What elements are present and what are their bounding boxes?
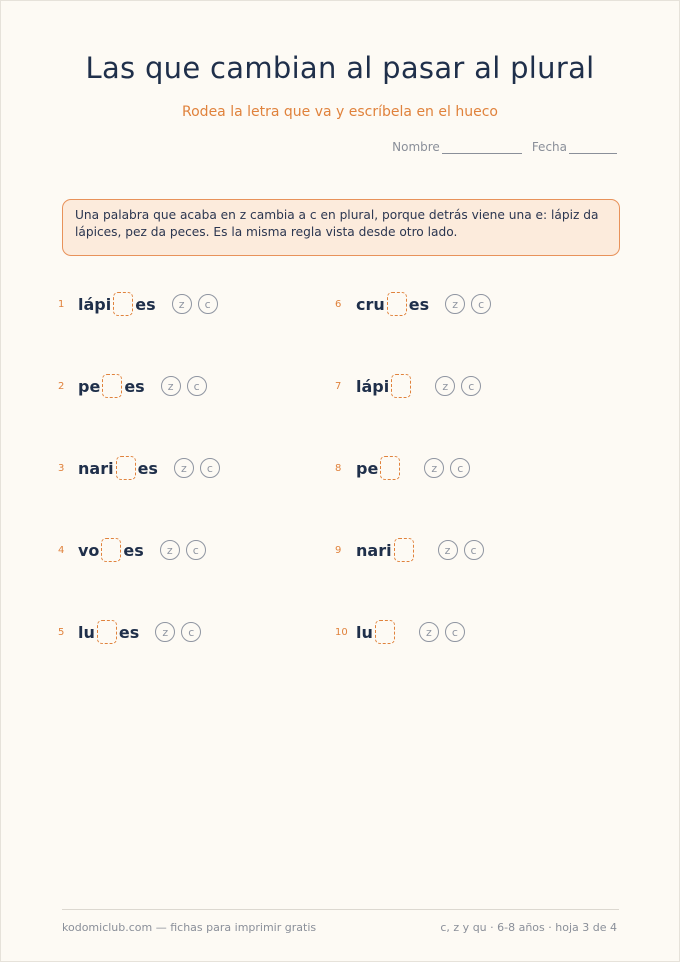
word-suffix: es bbox=[137, 458, 158, 478]
choice-c[interactable]: c bbox=[200, 458, 220, 478]
date-field[interactable] bbox=[532, 140, 617, 154]
word-suffix: es bbox=[123, 540, 144, 560]
student-fields bbox=[392, 140, 617, 154]
exercise-item bbox=[58, 453, 220, 483]
answer-gap[interactable] bbox=[387, 292, 407, 316]
word-suffix: es bbox=[408, 294, 430, 314]
letter-choices bbox=[438, 540, 484, 560]
exercise-item bbox=[58, 535, 206, 565]
word-prefix: cru bbox=[356, 294, 385, 314]
name-field[interactable] bbox=[392, 140, 522, 154]
choice-z[interactable]: z bbox=[438, 540, 458, 560]
exercise-number: 8 bbox=[335, 462, 342, 474]
exercise-number: 4 bbox=[58, 544, 65, 556]
choice-z[interactable]: z bbox=[174, 458, 194, 478]
word-prefix: nari bbox=[356, 540, 392, 560]
answer-gap[interactable] bbox=[116, 456, 136, 480]
letter-choices bbox=[155, 622, 201, 642]
word-prefix: lu bbox=[78, 622, 95, 642]
letter-choices bbox=[445, 294, 491, 314]
exercise-word bbox=[356, 374, 413, 398]
choice-z[interactable]: z bbox=[445, 294, 465, 314]
exercise-word bbox=[78, 620, 139, 644]
answer-gap[interactable] bbox=[102, 374, 122, 398]
name-line[interactable] bbox=[442, 143, 522, 154]
exercise-word bbox=[356, 620, 397, 644]
letter-choices bbox=[424, 458, 470, 478]
exercise-word bbox=[356, 538, 416, 562]
exercise-number: 5 bbox=[58, 626, 65, 638]
exercise-number: 3 bbox=[58, 462, 65, 474]
letter-choices bbox=[435, 376, 481, 396]
word-suffix: es bbox=[124, 376, 145, 396]
footer-site-credit: kodomiclub.com — fichas para imprimir gratis bbox=[62, 921, 317, 934]
exercise-item bbox=[335, 617, 465, 647]
exercise-word bbox=[78, 374, 145, 398]
exercise-item bbox=[335, 453, 470, 483]
exercise-item bbox=[58, 617, 201, 647]
exercise-number: 10 bbox=[335, 626, 348, 638]
date-label: Fecha bbox=[531, 140, 567, 154]
answer-gap[interactable] bbox=[101, 538, 121, 562]
choice-c[interactable]: c bbox=[181, 622, 201, 642]
exercise-item bbox=[335, 289, 491, 319]
choice-c[interactable]: c bbox=[461, 376, 481, 396]
name-label: Nombre bbox=[392, 140, 440, 154]
choice-z[interactable]: z bbox=[160, 540, 180, 560]
exercise-word bbox=[78, 456, 158, 480]
exercise-word bbox=[78, 538, 144, 562]
word-prefix: lápi bbox=[78, 294, 112, 314]
exercise-number: 7 bbox=[335, 380, 342, 392]
exercise-number: 9 bbox=[335, 544, 342, 556]
choice-z[interactable]: z bbox=[435, 376, 455, 396]
exercise-item bbox=[58, 289, 218, 319]
exercise-word bbox=[78, 292, 156, 316]
footer-sheet-info: c, z y qu · 6-8 años · hoja 3 de 4 bbox=[440, 921, 617, 934]
exercise-number: 1 bbox=[58, 298, 65, 310]
word-prefix: lápi bbox=[356, 376, 390, 396]
rule-callout bbox=[62, 199, 620, 256]
word-prefix: pe bbox=[78, 376, 101, 396]
choice-c[interactable]: c bbox=[471, 294, 491, 314]
exercise-number: 2 bbox=[58, 380, 65, 392]
letter-choices bbox=[419, 622, 465, 642]
choice-c[interactable]: c bbox=[186, 540, 206, 560]
choice-z[interactable]: z bbox=[419, 622, 439, 642]
exercise-item bbox=[58, 371, 207, 401]
exercise-item bbox=[335, 535, 484, 565]
choice-z[interactable]: z bbox=[161, 376, 181, 396]
word-prefix: vo bbox=[78, 540, 100, 560]
footer-divider bbox=[62, 909, 619, 910]
answer-gap[interactable] bbox=[113, 292, 133, 316]
choice-z[interactable]: z bbox=[424, 458, 444, 478]
choice-c[interactable]: c bbox=[198, 294, 218, 314]
exercise-number: 6 bbox=[335, 298, 342, 310]
date-line[interactable] bbox=[569, 143, 617, 154]
choice-z[interactable]: z bbox=[172, 294, 192, 314]
answer-gap[interactable] bbox=[97, 620, 117, 644]
answer-gap[interactable] bbox=[394, 538, 414, 562]
exercise-word bbox=[356, 456, 402, 480]
word-suffix: es bbox=[135, 294, 156, 314]
word-suffix: es bbox=[118, 622, 140, 642]
answer-gap[interactable] bbox=[391, 374, 411, 398]
word-prefix: pe bbox=[356, 458, 379, 478]
choice-c[interactable]: c bbox=[464, 540, 484, 560]
letter-choices bbox=[160, 540, 206, 560]
rule-text: Una palabra que acaba en z cambia a c en plural, porque detrás viene una e: lápiz da lápices, pez da peces. Es la misma regla vista desde otro lado. bbox=[75, 208, 599, 239]
page-title: Las que cambian al pasar al plural bbox=[85, 51, 595, 85]
letter-choices bbox=[172, 294, 218, 314]
page-subtitle: Rodea la letra que va y escríbela en el hueco bbox=[182, 104, 498, 120]
letter-choices bbox=[161, 376, 207, 396]
letter-choices bbox=[174, 458, 220, 478]
choice-z[interactable]: z bbox=[155, 622, 175, 642]
answer-gap[interactable] bbox=[380, 456, 400, 480]
exercise-item bbox=[335, 371, 481, 401]
choice-c[interactable]: c bbox=[450, 458, 470, 478]
answer-gap[interactable] bbox=[375, 620, 395, 644]
word-prefix: lu bbox=[356, 622, 373, 642]
exercise-word bbox=[356, 292, 429, 316]
choice-c[interactable]: c bbox=[445, 622, 465, 642]
word-prefix: nari bbox=[78, 458, 114, 478]
choice-c[interactable]: c bbox=[187, 376, 207, 396]
